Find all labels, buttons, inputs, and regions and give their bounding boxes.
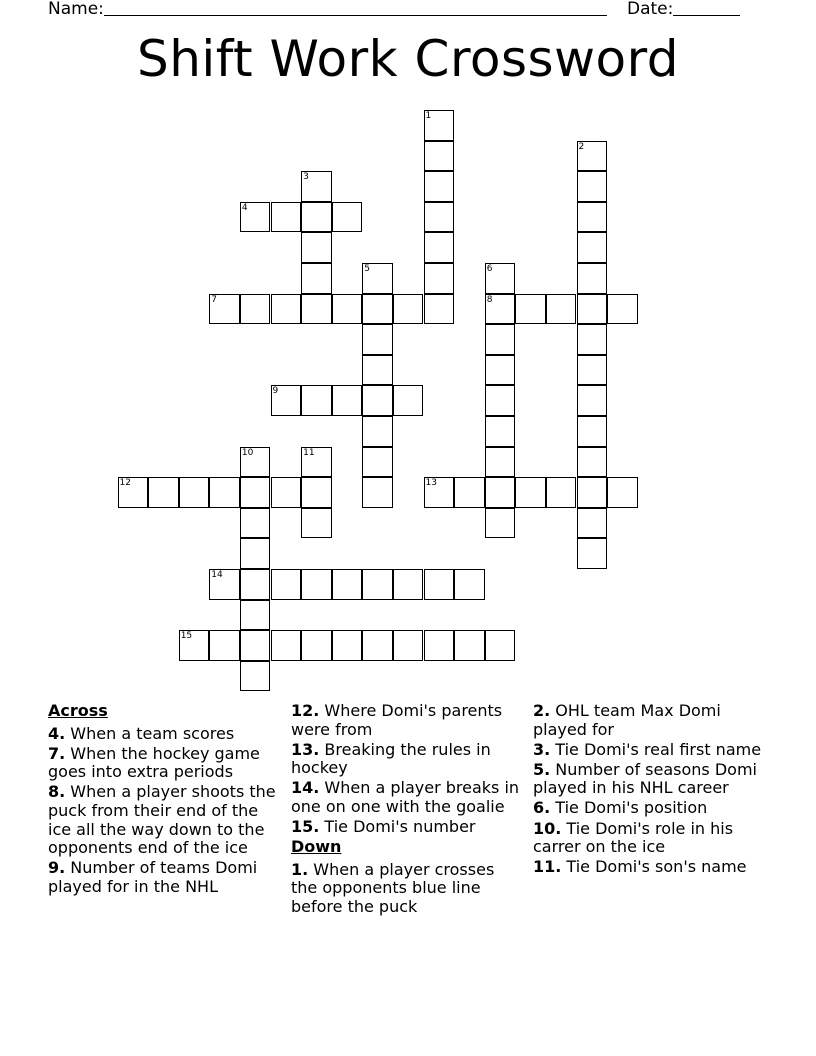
crossword-cell[interactable]	[577, 477, 608, 508]
across-clue	[291, 779, 525, 816]
clue-number-label: 11	[303, 447, 315, 458]
crossword-cell[interactable]	[577, 416, 608, 447]
clue-number-label: 3	[303, 172, 309, 183]
crossword-cell[interactable]	[301, 569, 332, 600]
crossword-cell[interactable]	[240, 477, 271, 508]
across-clue	[48, 859, 284, 896]
clue-text: Number of teams Domi played for in the NHL	[48, 858, 258, 896]
crossword-cell[interactable]	[271, 202, 302, 233]
crossword-cell[interactable]	[577, 324, 608, 355]
down-clue	[533, 741, 773, 760]
crossword-cell[interactable]	[485, 447, 516, 478]
crossword-cell[interactable]	[362, 385, 393, 416]
crossword-cell[interactable]	[362, 630, 393, 661]
clue-number: 12.	[291, 701, 320, 720]
crossword-cell[interactable]	[362, 324, 393, 355]
crossword-cell[interactable]	[240, 661, 271, 692]
crossword-cell[interactable]	[577, 355, 608, 386]
clue-number: 14.	[291, 778, 320, 798]
clue-number-label: 15	[180, 631, 193, 642]
crossword-cell[interactable]	[577, 263, 608, 294]
clue-number: 3.	[533, 739, 551, 759]
crossword-cell[interactable]	[577, 171, 608, 202]
crossword-cell[interactable]	[362, 569, 393, 600]
down-clue	[533, 820, 773, 857]
clue-number-label: 1	[425, 111, 432, 121]
crossword-cell[interactable]	[424, 569, 455, 600]
crossword-cell[interactable]	[485, 294, 516, 325]
crossword-cell[interactable]	[515, 294, 546, 325]
clue-number: 8.	[48, 782, 66, 802]
clue-text: Breaking the rules in hockey	[291, 739, 491, 778]
crossword-cell[interactable]	[424, 171, 455, 202]
crossword-cell[interactable]	[301, 385, 332, 416]
clue-number: 4.	[48, 723, 66, 743]
clue-number: 9.	[48, 858, 66, 878]
clue-number-label: 9	[272, 386, 279, 397]
crossword-cell[interactable]	[424, 477, 455, 508]
crossword-cell[interactable]	[271, 294, 302, 325]
crossword-cell[interactable]	[546, 477, 577, 508]
down-clue	[533, 761, 773, 798]
crossword-cell[interactable]	[209, 477, 240, 508]
clue-number: 15.	[291, 817, 320, 837]
clue-number: 10.	[533, 818, 562, 838]
clue-text: When a player shoots the puck from their end of the ice all the way down to the opponents end of the ice	[48, 782, 276, 858]
crossword-cell[interactable]	[424, 294, 455, 325]
across-clue	[48, 783, 284, 857]
crossword-cell[interactable]	[485, 385, 516, 416]
clue-text: When a player breaks in one on one with the goalie	[291, 778, 520, 816]
clue-number-label: 5	[364, 264, 371, 274]
crossword-cell[interactable]	[271, 630, 302, 661]
down-clue	[533, 858, 773, 877]
across-clue	[291, 741, 525, 778]
clue-text: When a player crosses the opponents blue line before the puck	[291, 859, 495, 916]
crossword-cell[interactable]	[332, 294, 363, 325]
clue-number-label: 4	[241, 202, 248, 213]
clue-number: 11.	[533, 857, 562, 877]
clue-text: When the hockey game goes into extra periods	[48, 743, 260, 782]
crossword-cell[interactable]	[240, 202, 271, 233]
crossword-cell[interactable]	[148, 477, 179, 508]
crossword-cell[interactable]	[577, 447, 608, 478]
crossword-cell[interactable]	[240, 630, 271, 661]
crossword-cell[interactable]	[362, 294, 393, 325]
clue-number: 13.	[291, 739, 320, 759]
clue-column-1	[48, 702, 284, 898]
crossword-cell[interactable]	[393, 385, 424, 416]
crossword-cell[interactable]	[332, 202, 363, 233]
crossword-cell[interactable]	[393, 294, 424, 325]
crossword-cell[interactable]	[240, 508, 271, 539]
clue-number-label: 2	[578, 141, 585, 152]
crossword-cell[interactable]	[424, 263, 455, 294]
crossword-cell[interactable]	[546, 294, 577, 325]
crossword-cell[interactable]	[577, 232, 608, 263]
crossword-cell[interactable]	[393, 630, 424, 661]
crossword-cell[interactable]	[179, 630, 210, 661]
clue-text: OHL team Max Domi played for	[533, 701, 721, 739]
clue-text: Number of seasons Domi played in his NHL career	[533, 759, 757, 798]
crossword-cell[interactable]	[240, 294, 271, 325]
crossword-cell[interactable]	[485, 508, 516, 539]
crossword-cell[interactable]	[424, 202, 455, 233]
crossword-cell[interactable]	[362, 355, 393, 386]
down-heading: Down	[291, 837, 342, 857]
crossword-cell[interactable]	[209, 294, 240, 325]
crossword-cell[interactable]	[454, 630, 485, 661]
crossword-cell[interactable]	[301, 294, 332, 325]
crossword-cell[interactable]	[577, 294, 608, 325]
crossword-cell[interactable]	[607, 294, 638, 325]
crossword-cell[interactable]	[362, 447, 393, 478]
crossword-cell[interactable]	[607, 477, 638, 508]
crossword-cell[interactable]	[118, 477, 149, 508]
clue-text: Where Domi's parents were from	[291, 701, 503, 739]
clue-number-label: 6	[486, 264, 493, 274]
down-clue	[533, 799, 773, 818]
crossword-cell[interactable]	[209, 569, 240, 600]
clue-column-2	[291, 702, 525, 918]
clue-number: 6.	[533, 798, 551, 818]
clue-number-label: 7	[211, 294, 218, 305]
crossword-cell[interactable]	[301, 171, 332, 202]
crossword-cell[interactable]	[515, 477, 546, 508]
crossword-cell[interactable]	[301, 263, 332, 294]
crossword-cell[interactable]	[393, 569, 424, 600]
down-clue	[291, 861, 525, 917]
across-clue	[48, 725, 284, 744]
crossword-cell[interactable]	[485, 477, 516, 508]
across-clue	[291, 702, 525, 739]
crossword-cell[interactable]	[240, 538, 271, 569]
down-clue	[533, 702, 773, 739]
clue-text: Tie Domi's position	[550, 798, 708, 818]
clue-number-label: 12	[119, 478, 131, 489]
crossword-cell[interactable]	[424, 141, 455, 172]
crossword-cell[interactable]	[271, 385, 302, 416]
clue-text: Tie Domi's real first name	[550, 739, 762, 759]
crossword-cell[interactable]	[424, 630, 455, 661]
crossword-cell[interactable]	[485, 263, 516, 294]
crossword-cell[interactable]	[424, 232, 455, 263]
crossword-cell[interactable]	[240, 569, 271, 600]
clue-number-label: 8	[486, 294, 493, 305]
clue-number: 7.	[48, 743, 66, 763]
crossword-cell[interactable]	[332, 385, 363, 416]
clue-number-label: 13	[425, 478, 437, 489]
crossword-cell[interactable]	[485, 630, 516, 661]
crossword-cell[interactable]	[301, 232, 332, 263]
crossword-cell[interactable]	[485, 416, 516, 447]
clue-text: Tie Domi's son's name	[561, 857, 747, 877]
crossword-cell[interactable]	[301, 477, 332, 508]
clue-number-label: 10	[241, 447, 254, 458]
page-title: Shift Work Crossword	[136, 30, 679, 88]
crossword-cell[interactable]	[577, 141, 608, 172]
crossword-cell[interactable]	[332, 630, 363, 661]
crossword-cell[interactable]	[362, 263, 393, 294]
crossword-cell[interactable]	[577, 538, 608, 569]
crossword-cell[interactable]	[240, 600, 271, 631]
clue-number: 5.	[533, 759, 551, 779]
crossword-cell[interactable]	[301, 202, 332, 233]
across-clue	[291, 818, 525, 837]
clue-number: 1.	[291, 859, 309, 879]
clue-column-3	[533, 702, 773, 878]
across-heading: Across	[48, 701, 108, 720]
clue-text: Tie Domi's role in his carrer on the ice	[533, 818, 734, 857]
crossword-cell[interactable]	[240, 447, 271, 478]
name-label: Name:	[48, 0, 104, 19]
crossword-cell[interactable]	[362, 477, 393, 508]
crossword-cell[interactable]	[454, 569, 485, 600]
crossword-cell[interactable]	[577, 508, 608, 539]
crossword-cell[interactable]	[454, 477, 485, 508]
crossword-cell[interactable]	[271, 569, 302, 600]
crossword-cell[interactable]	[301, 630, 332, 661]
crossword-cell[interactable]	[577, 202, 608, 233]
clue-text: Tie Domi's number	[319, 817, 476, 837]
crossword-cell[interactable]	[179, 477, 210, 508]
clue-text: When a team scores	[65, 723, 235, 743]
crossword-cell[interactable]	[301, 447, 332, 478]
crossword-cell[interactable]	[362, 416, 393, 447]
crossword-cell[interactable]	[424, 110, 455, 141]
date-label: Date:	[627, 0, 674, 19]
clue-number-label: 14	[211, 570, 223, 580]
crossword-cell[interactable]	[301, 508, 332, 539]
clue-number: 2.	[533, 701, 551, 720]
across-clue	[48, 745, 284, 782]
crossword-cell[interactable]	[209, 630, 240, 661]
crossword-cell[interactable]	[485, 324, 516, 355]
crossword-cell[interactable]	[577, 385, 608, 416]
crossword-cell[interactable]	[332, 569, 363, 600]
crossword-cell[interactable]	[485, 355, 516, 386]
crossword-cell[interactable]	[271, 477, 302, 508]
